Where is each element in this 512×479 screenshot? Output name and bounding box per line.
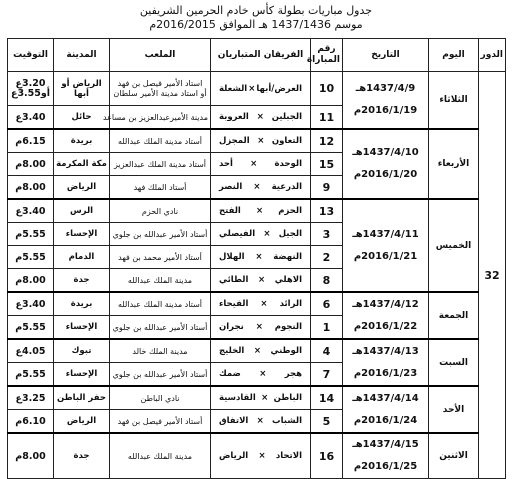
date-cell xyxy=(343,433,429,479)
city-name: الرياض أو xyxy=(61,78,102,89)
match-time: 3.40ع xyxy=(15,111,46,123)
stadium-name: أستاد الأمير محمد بن فهد xyxy=(118,252,202,262)
team-a: النهضة xyxy=(273,252,302,262)
city-name: الدمام xyxy=(68,252,95,262)
team-a: الاتحاد xyxy=(275,451,302,461)
stadium-name: أستاد مدينة الملك عبدالعزيز xyxy=(113,159,207,169)
teams-cell xyxy=(211,199,311,223)
time-cell xyxy=(8,129,54,153)
teams-pair xyxy=(213,346,308,356)
city-cell xyxy=(54,433,110,479)
teams-pair xyxy=(213,229,308,239)
stadium-cell xyxy=(110,363,211,387)
match-time: 5.55م xyxy=(15,251,46,263)
header-row xyxy=(8,39,506,72)
city-cell xyxy=(54,386,110,410)
vs-mark: × xyxy=(258,275,266,285)
city-name: الرياض xyxy=(66,416,97,426)
teams-pair xyxy=(213,206,308,216)
date-cell xyxy=(343,72,429,130)
stadium-cell xyxy=(110,153,211,176)
match-time: 3.40ع xyxy=(15,298,46,310)
city-cell xyxy=(54,363,110,387)
city-name: الإحساء xyxy=(65,229,98,239)
teams-cell xyxy=(211,433,311,479)
city-name: حفر الباطن xyxy=(57,393,106,403)
day-cell: الجمعة xyxy=(429,292,479,339)
teams-cell xyxy=(211,129,311,153)
team-a: الدرعية xyxy=(271,182,302,192)
vs-mark: × xyxy=(256,416,264,426)
col-time: التوقيت xyxy=(8,39,54,72)
vs-mark: × xyxy=(261,393,269,403)
stadium-name: مدينة الأميرعبدالعزيز بن مساعد xyxy=(102,112,208,122)
city-name: جدة xyxy=(73,451,90,461)
day-cell: السبت xyxy=(429,339,479,386)
team-b: الهلال xyxy=(219,252,245,262)
match-time: 8.00م xyxy=(15,181,46,193)
table-row xyxy=(8,199,506,223)
stadium-cell xyxy=(110,339,211,363)
team-a: الوحدة xyxy=(274,159,302,169)
team-b: ضمك xyxy=(219,369,241,379)
stadium-cell xyxy=(110,269,211,293)
match-time: 5.55م xyxy=(15,228,46,240)
city-cell xyxy=(54,106,110,130)
city-cell xyxy=(54,223,110,246)
teams-pair xyxy=(213,159,308,169)
stadium-name: مدينة الملك عبدالله xyxy=(127,275,193,285)
hijri-date: 1437/4/11هـ xyxy=(352,228,419,240)
vs-mark: × xyxy=(255,252,263,262)
col-day: اليوم xyxy=(429,39,479,72)
teams-pair xyxy=(213,416,308,426)
stadium-name: مدينة الملك عبدالله xyxy=(127,451,193,461)
match-number: 5 xyxy=(311,410,343,434)
vs-mark: × xyxy=(255,322,263,332)
stadium-cell xyxy=(110,246,211,269)
match-number: 12 xyxy=(311,129,343,153)
teams-cell xyxy=(211,106,311,130)
match-time: 3.40ع xyxy=(15,205,46,217)
city-cell xyxy=(54,269,110,293)
gregorian-date: 2016/1/25م xyxy=(353,461,418,472)
match-number: 1 xyxy=(311,316,343,340)
time-cell xyxy=(8,72,54,106)
stadium-cell xyxy=(102,106,211,130)
team-b: الشعلة xyxy=(219,83,248,94)
stadium-cell xyxy=(110,410,211,434)
stadium-name: أستاد الأمير عبدالله بن جلوي xyxy=(112,229,208,239)
vs-mark: × xyxy=(255,206,264,216)
city-alt: أبها xyxy=(74,88,89,99)
vs-mark: × xyxy=(256,112,264,122)
time-cell xyxy=(8,339,54,363)
team-b: الطائي xyxy=(219,275,249,285)
city-cell xyxy=(54,176,110,200)
team-a: الجبلين xyxy=(271,112,302,122)
team-b: الخليج xyxy=(219,346,245,356)
hijri-date: 1437/4/12هـ xyxy=(352,298,419,310)
match-time: 8.00م xyxy=(15,274,46,286)
hijri-date: 1437/4/14هـ xyxy=(352,392,419,404)
match-time: 6.15م xyxy=(15,135,46,147)
match-number: 3 xyxy=(311,223,343,246)
match-time-alt: أو3.55ع xyxy=(10,87,51,99)
city-name: جدة xyxy=(73,275,90,285)
table-row xyxy=(8,292,506,316)
match-time: 5.55م xyxy=(15,368,46,380)
teams-pair xyxy=(213,369,308,379)
schedule-table xyxy=(7,38,506,479)
city-name: بريدة xyxy=(70,136,93,146)
match-number: 15 xyxy=(311,153,343,176)
match-number: 9 xyxy=(311,176,343,200)
match-number: 6 xyxy=(311,292,343,316)
day-cell: الأربعاء xyxy=(429,129,479,199)
teams-pair xyxy=(213,275,308,285)
match-time: 6.10م xyxy=(15,415,46,427)
city-name: حائل xyxy=(71,112,92,122)
teams-cell xyxy=(211,72,311,106)
team-a: الحزم xyxy=(278,206,302,216)
team-b: المجزل xyxy=(219,136,250,146)
gregorian-date: 2016/1/24م xyxy=(353,414,418,426)
team-a: هجر xyxy=(284,369,302,379)
stadium-cell xyxy=(110,176,211,200)
match-time: 8.00م xyxy=(15,450,46,462)
stadium-name: أستاد الأمير عبدالله بن جلوي xyxy=(112,369,208,379)
col-round: الدور xyxy=(479,39,506,72)
teams-cell xyxy=(211,223,311,246)
hijri-date: 1437/4/10هـ xyxy=(352,147,419,158)
match-time: 3.25ع xyxy=(15,392,46,404)
city-cell xyxy=(54,410,110,434)
col-city: المدينة xyxy=(54,39,110,72)
match-number: 10 xyxy=(311,72,343,106)
date-cell xyxy=(343,292,429,339)
team-a: الجيل xyxy=(278,229,302,239)
col-stadium: الملعب xyxy=(110,39,211,72)
day-cell: الثلاثاء xyxy=(429,72,479,130)
gregorian-date: 2016/1/20م xyxy=(353,169,418,180)
teams-cell xyxy=(211,410,311,434)
city-cell xyxy=(54,153,110,176)
stadium-name: أستاد مدينة الملك عبدالله xyxy=(117,299,203,309)
match-number: 8 xyxy=(311,269,343,293)
col-teams: الفريقان المتباريان xyxy=(211,39,311,72)
match-time: 3.20ع xyxy=(15,77,46,89)
team-a: العرض/أبها xyxy=(256,83,302,94)
page-subtitle: موسم 1437/1436 هـ الموافق 2016/2015م xyxy=(149,18,363,31)
time-cell xyxy=(8,292,54,316)
stadium-name: أستاد مدينة الملك عبدالله xyxy=(117,136,203,146)
city-cell xyxy=(54,292,110,316)
page-title: جدول مباريات بطولة كأس خادم الحرمين الشريفين xyxy=(139,4,373,17)
city-name: الإحساء xyxy=(65,322,98,332)
teams-pair xyxy=(213,136,308,146)
stadium-name: أستاد الأمير عبدالله بن جلوي xyxy=(112,322,208,332)
match-number: 16 xyxy=(311,433,343,479)
hijri-date: 1437/4/15هـ xyxy=(352,439,419,450)
match-number: 2 xyxy=(311,246,343,269)
match-time: 8.00م xyxy=(15,158,46,170)
hijri-date: 1437/4/13هـ xyxy=(352,345,419,357)
date-cell xyxy=(343,386,429,433)
city-name: مكة المكرمة xyxy=(56,159,107,169)
teams-pair xyxy=(213,112,308,122)
match-number: 11 xyxy=(311,106,343,130)
stadium-cell xyxy=(110,292,211,316)
teams-cell xyxy=(211,269,311,293)
team-b: الاتفاق xyxy=(219,416,249,426)
team-b: العروبة xyxy=(219,112,249,122)
match-number: 7 xyxy=(311,363,343,387)
city-name: الرس xyxy=(69,206,94,216)
vs-mark: × xyxy=(260,299,268,309)
teams-pair xyxy=(213,84,308,94)
teams-cell xyxy=(211,363,311,387)
stadium-alt: أو استاد مدينة الأمير سلطان xyxy=(113,88,207,98)
table-row xyxy=(8,433,506,479)
city-name: الإحساء xyxy=(65,369,98,379)
date-cell xyxy=(343,339,429,386)
city-name: بريدة xyxy=(70,299,93,309)
stadium-name: نادي الحزم xyxy=(141,206,179,216)
hijri-date: 1437/4/9هـ xyxy=(355,83,416,94)
round-number: 32 xyxy=(479,72,506,479)
day-cell: الأحد xyxy=(429,386,479,433)
teams-pair xyxy=(213,451,308,461)
team-b: الفيصلي xyxy=(219,229,256,239)
team-a: الباطن xyxy=(273,393,302,403)
vs-mark: × xyxy=(259,369,267,379)
team-a: النجوم xyxy=(274,322,302,332)
col-match-no: رقم المباراة xyxy=(311,39,343,72)
time-cell xyxy=(8,106,54,130)
schedule-body xyxy=(8,72,506,479)
city-cell xyxy=(54,129,110,153)
day-cell: الخميس xyxy=(429,199,479,292)
teams-cell xyxy=(211,246,311,269)
stadium-name: نادي الباطن xyxy=(140,393,180,403)
team-a: الشباب xyxy=(272,416,302,426)
match-number: 13 xyxy=(311,199,343,223)
team-b: أحد xyxy=(219,159,233,169)
team-b: القادسية xyxy=(219,393,256,403)
city-name: الرياض xyxy=(66,182,97,192)
match-number: 4 xyxy=(311,339,343,363)
time-cell xyxy=(8,269,54,293)
teams-pair xyxy=(213,252,308,262)
team-b: الرياض xyxy=(219,451,249,461)
city-name: تبوك xyxy=(71,346,92,356)
time-cell xyxy=(8,433,54,479)
stadium-cell xyxy=(110,386,211,410)
stadium-name: أستاد الملك فهد xyxy=(133,182,187,192)
city-cell xyxy=(54,246,110,269)
date-cell xyxy=(343,199,429,292)
time-cell xyxy=(8,223,54,246)
gregorian-date: 2016/1/19م xyxy=(353,105,418,116)
teams-pair xyxy=(213,393,308,403)
time-cell xyxy=(8,199,54,223)
time-cell xyxy=(8,410,54,434)
stadium-cell xyxy=(110,72,211,106)
vs-mark: × xyxy=(263,229,271,239)
city-cell xyxy=(54,316,110,340)
stadium-cell xyxy=(110,129,211,153)
teams-cell xyxy=(211,292,311,316)
team-a: الوطني xyxy=(270,346,302,356)
gregorian-date: 2016/1/21م xyxy=(353,250,418,262)
time-cell xyxy=(8,363,54,387)
date-cell xyxy=(343,129,429,199)
teams-cell xyxy=(211,339,311,363)
col-date: التاريخ xyxy=(343,39,429,72)
table-row xyxy=(8,129,506,153)
teams-cell xyxy=(211,153,311,176)
gregorian-date: 2016/1/23م xyxy=(353,367,418,379)
teams-cell xyxy=(211,386,311,410)
match-number: 14 xyxy=(311,386,343,410)
city-cell xyxy=(54,72,110,106)
city-cell xyxy=(54,199,110,223)
teams-cell xyxy=(211,316,311,340)
teams-pair xyxy=(213,322,308,332)
page-header xyxy=(0,4,512,32)
vs-mark: × xyxy=(257,136,265,146)
stadium-cell xyxy=(110,199,211,223)
vs-mark: × xyxy=(248,83,256,94)
table-row xyxy=(8,386,506,410)
gregorian-date: 2016/1/22م xyxy=(353,320,418,332)
team-b: نجران xyxy=(219,322,244,332)
stadium-cell xyxy=(110,316,211,340)
team-a: الرائد xyxy=(279,299,302,309)
match-time: 4.05ع xyxy=(15,345,46,357)
teams-cell xyxy=(211,176,311,200)
city-cell xyxy=(54,339,110,363)
time-cell xyxy=(8,176,54,200)
stadium-name: مدينة الملك خالد xyxy=(132,346,188,356)
day-cell: الاثنين xyxy=(429,433,479,479)
team-a: الاهلي xyxy=(274,275,302,285)
team-a: التعاون xyxy=(271,136,302,146)
table-row xyxy=(8,339,506,363)
vs-mark: × xyxy=(250,159,258,169)
time-cell xyxy=(8,246,54,269)
time-cell xyxy=(8,316,54,340)
table-row xyxy=(8,72,506,106)
time-cell xyxy=(8,153,54,176)
team-b: الفيحاء xyxy=(219,299,249,309)
match-time: 5.55م xyxy=(15,321,46,333)
vs-mark: × xyxy=(253,346,261,356)
stadium-cell xyxy=(110,223,211,246)
team-b: الفتح xyxy=(219,206,241,216)
team-b: النصر xyxy=(219,182,243,192)
stadium-name: أستاد الأمير فيصل بن فهد xyxy=(117,416,203,426)
stadium-cell xyxy=(110,433,211,479)
teams-pair xyxy=(213,299,308,309)
time-cell xyxy=(8,386,54,410)
vs-mark: × xyxy=(253,182,261,192)
stadium-name: استاد الأمير فيصل بن فهد xyxy=(117,78,203,88)
teams-pair xyxy=(213,182,308,192)
vs-mark: × xyxy=(258,451,266,461)
